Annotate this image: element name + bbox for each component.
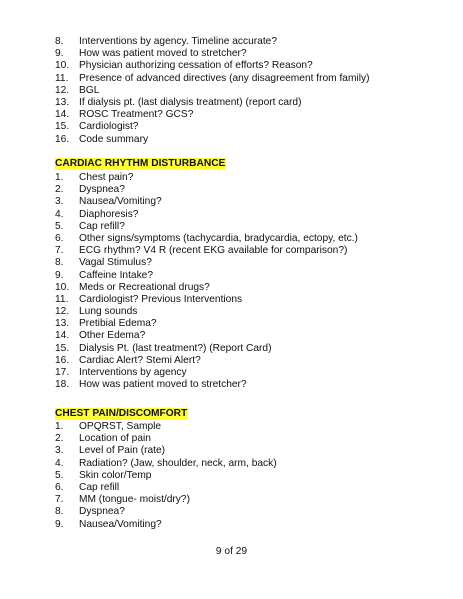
item-text: MM (tongue- moist/dry?) bbox=[79, 494, 190, 506]
list-item bbox=[55, 109, 369, 121]
item-text: Presence of advanced directives (any disagreement from family) bbox=[79, 72, 370, 84]
item-number: 10. bbox=[55, 60, 70, 72]
list-item bbox=[55, 97, 369, 109]
continued-checklist bbox=[55, 36, 369, 146]
item-number: 11. bbox=[55, 293, 69, 305]
item-text: Cap refill? bbox=[79, 220, 125, 232]
list-item bbox=[55, 470, 277, 482]
item-number: 8. bbox=[55, 506, 64, 518]
item-number: 6. bbox=[55, 232, 64, 244]
item-number: 5. bbox=[55, 469, 64, 481]
item-text: Physician authorizing cessation of efforts? Reason? bbox=[79, 60, 313, 72]
item-number: 14. bbox=[55, 330, 70, 342]
item-number: 12. bbox=[55, 84, 70, 96]
list-item bbox=[55, 221, 358, 233]
list-item bbox=[55, 134, 369, 146]
list-item bbox=[55, 48, 369, 60]
item-text: Pretibial Edema? bbox=[79, 318, 157, 330]
item-text: Cardiologist? Previous Interventions bbox=[79, 293, 243, 305]
item-number: 5. bbox=[55, 220, 64, 232]
chest-pain-heading: CHEST PAIN/DISCOMFORT bbox=[55, 408, 188, 419]
item-text: If dialysis pt. (last dialysis treatment) (report card) bbox=[79, 96, 302, 108]
item-text: Other Edema? bbox=[79, 330, 146, 342]
item-number: 15. bbox=[55, 342, 70, 354]
list-item bbox=[55, 257, 358, 269]
list-item bbox=[55, 306, 358, 318]
list-item bbox=[55, 233, 358, 245]
item-number: 3. bbox=[55, 196, 64, 208]
item-number: 16. bbox=[55, 133, 70, 145]
list-item bbox=[55, 482, 277, 494]
item-number: 7. bbox=[55, 245, 64, 257]
item-number: 12. bbox=[55, 306, 70, 318]
list-item bbox=[55, 121, 369, 133]
item-text: Caffeine Intake? bbox=[79, 269, 154, 281]
item-number: 1. bbox=[55, 172, 64, 183]
cardiac-rhythm-checklist bbox=[55, 172, 358, 391]
item-text: ROSC Treatment? GCS? bbox=[79, 109, 194, 121]
item-text: Nausea/Vomiting? bbox=[79, 518, 162, 530]
item-text: Meds or Recreational drugs? bbox=[79, 281, 210, 293]
list-item bbox=[55, 270, 358, 282]
list-item bbox=[55, 506, 277, 518]
item-text: Interventions by agency. Timeline accurate? bbox=[79, 36, 278, 47]
list-item bbox=[55, 282, 358, 294]
item-text: How was patient moved to stretcher? bbox=[79, 379, 247, 391]
list-item bbox=[55, 209, 358, 221]
item-text: Vagal Stimulus? bbox=[79, 257, 152, 269]
item-text: Radiation? (Jaw, shoulder, neck, arm, back) bbox=[79, 457, 277, 469]
item-number: 18. bbox=[55, 379, 70, 391]
item-number: 6. bbox=[55, 481, 64, 493]
item-number: 9. bbox=[55, 269, 64, 281]
item-text: Interventions by agency bbox=[79, 367, 187, 378]
item-number: 8. bbox=[55, 257, 64, 269]
list-item bbox=[55, 458, 277, 470]
list-item bbox=[55, 343, 358, 355]
item-number: 16. bbox=[55, 354, 70, 366]
item-number: 7. bbox=[55, 494, 64, 506]
item-text: Level of Pain (rate) bbox=[79, 445, 166, 457]
item-text: Dyspnea? bbox=[79, 506, 125, 518]
item-number: 2. bbox=[55, 184, 64, 196]
list-item bbox=[55, 184, 358, 196]
item-text: Dyspnea? bbox=[79, 184, 125, 196]
list-item bbox=[55, 60, 369, 72]
item-text: Other signs/symptoms (tachycardia, bradycardia, ectopy, etc.) bbox=[79, 232, 358, 244]
chest-pain-checklist bbox=[55, 421, 277, 531]
list-item bbox=[55, 245, 358, 257]
cardiac-rhythm-heading: CARDIAC RHYTHM DISTURBANCE bbox=[55, 158, 226, 169]
list-item bbox=[55, 494, 277, 506]
list-item bbox=[55, 433, 277, 445]
item-number: 1. bbox=[55, 421, 64, 432]
list-item bbox=[55, 294, 358, 306]
list-item bbox=[55, 367, 358, 379]
item-text: Cardiologist? bbox=[79, 121, 139, 133]
item-text: OPQRST, Sample bbox=[79, 421, 162, 432]
item-number: 9. bbox=[55, 48, 64, 60]
item-text: Dialysis Pt. (last treatment?) (Report Card) bbox=[79, 342, 272, 354]
item-text: Code summary bbox=[79, 133, 149, 145]
list-item bbox=[55, 355, 358, 367]
item-number: 3. bbox=[55, 445, 64, 457]
item-number: 17. bbox=[55, 367, 70, 378]
list-item bbox=[55, 36, 369, 48]
item-number: 8. bbox=[55, 36, 64, 47]
list-item bbox=[55, 421, 277, 433]
page-number: 9 of 29 bbox=[215, 546, 248, 557]
item-text: Skin color/Temp bbox=[79, 469, 152, 481]
list-item bbox=[55, 85, 369, 97]
item-number: 15. bbox=[55, 121, 70, 133]
item-number: 14. bbox=[55, 109, 70, 121]
item-text: Nausea/Vomiting? bbox=[79, 196, 162, 208]
item-text: Lung sounds bbox=[79, 306, 138, 318]
list-item bbox=[55, 73, 369, 85]
item-number: 2. bbox=[55, 433, 64, 445]
list-item bbox=[55, 196, 358, 208]
list-item bbox=[55, 445, 277, 457]
item-text: ECG rhythm? V4 R (recent EKG available for comparison?) bbox=[79, 245, 348, 257]
item-number: 9. bbox=[55, 518, 64, 530]
list-item bbox=[55, 172, 358, 184]
list-item bbox=[55, 330, 358, 342]
item-text: How was patient moved to stretcher? bbox=[79, 48, 247, 60]
item-text: Chest pain? bbox=[79, 172, 134, 183]
item-number: 10. bbox=[55, 281, 70, 293]
item-number: 4. bbox=[55, 457, 64, 469]
item-number: 13. bbox=[55, 318, 70, 330]
list-item bbox=[55, 318, 358, 330]
item-text: Location of pain bbox=[79, 433, 151, 445]
item-text: Diaphoresis? bbox=[79, 208, 139, 220]
item-text: BGL bbox=[79, 84, 100, 96]
item-number: 11. bbox=[55, 72, 69, 84]
list-item bbox=[55, 379, 358, 391]
item-text: Cardiac Alert? Stemi Alert? bbox=[79, 354, 201, 366]
item-number: 13. bbox=[55, 96, 70, 108]
item-text: Cap refill bbox=[79, 481, 120, 493]
item-number: 4. bbox=[55, 208, 64, 220]
list-item bbox=[55, 519, 277, 531]
